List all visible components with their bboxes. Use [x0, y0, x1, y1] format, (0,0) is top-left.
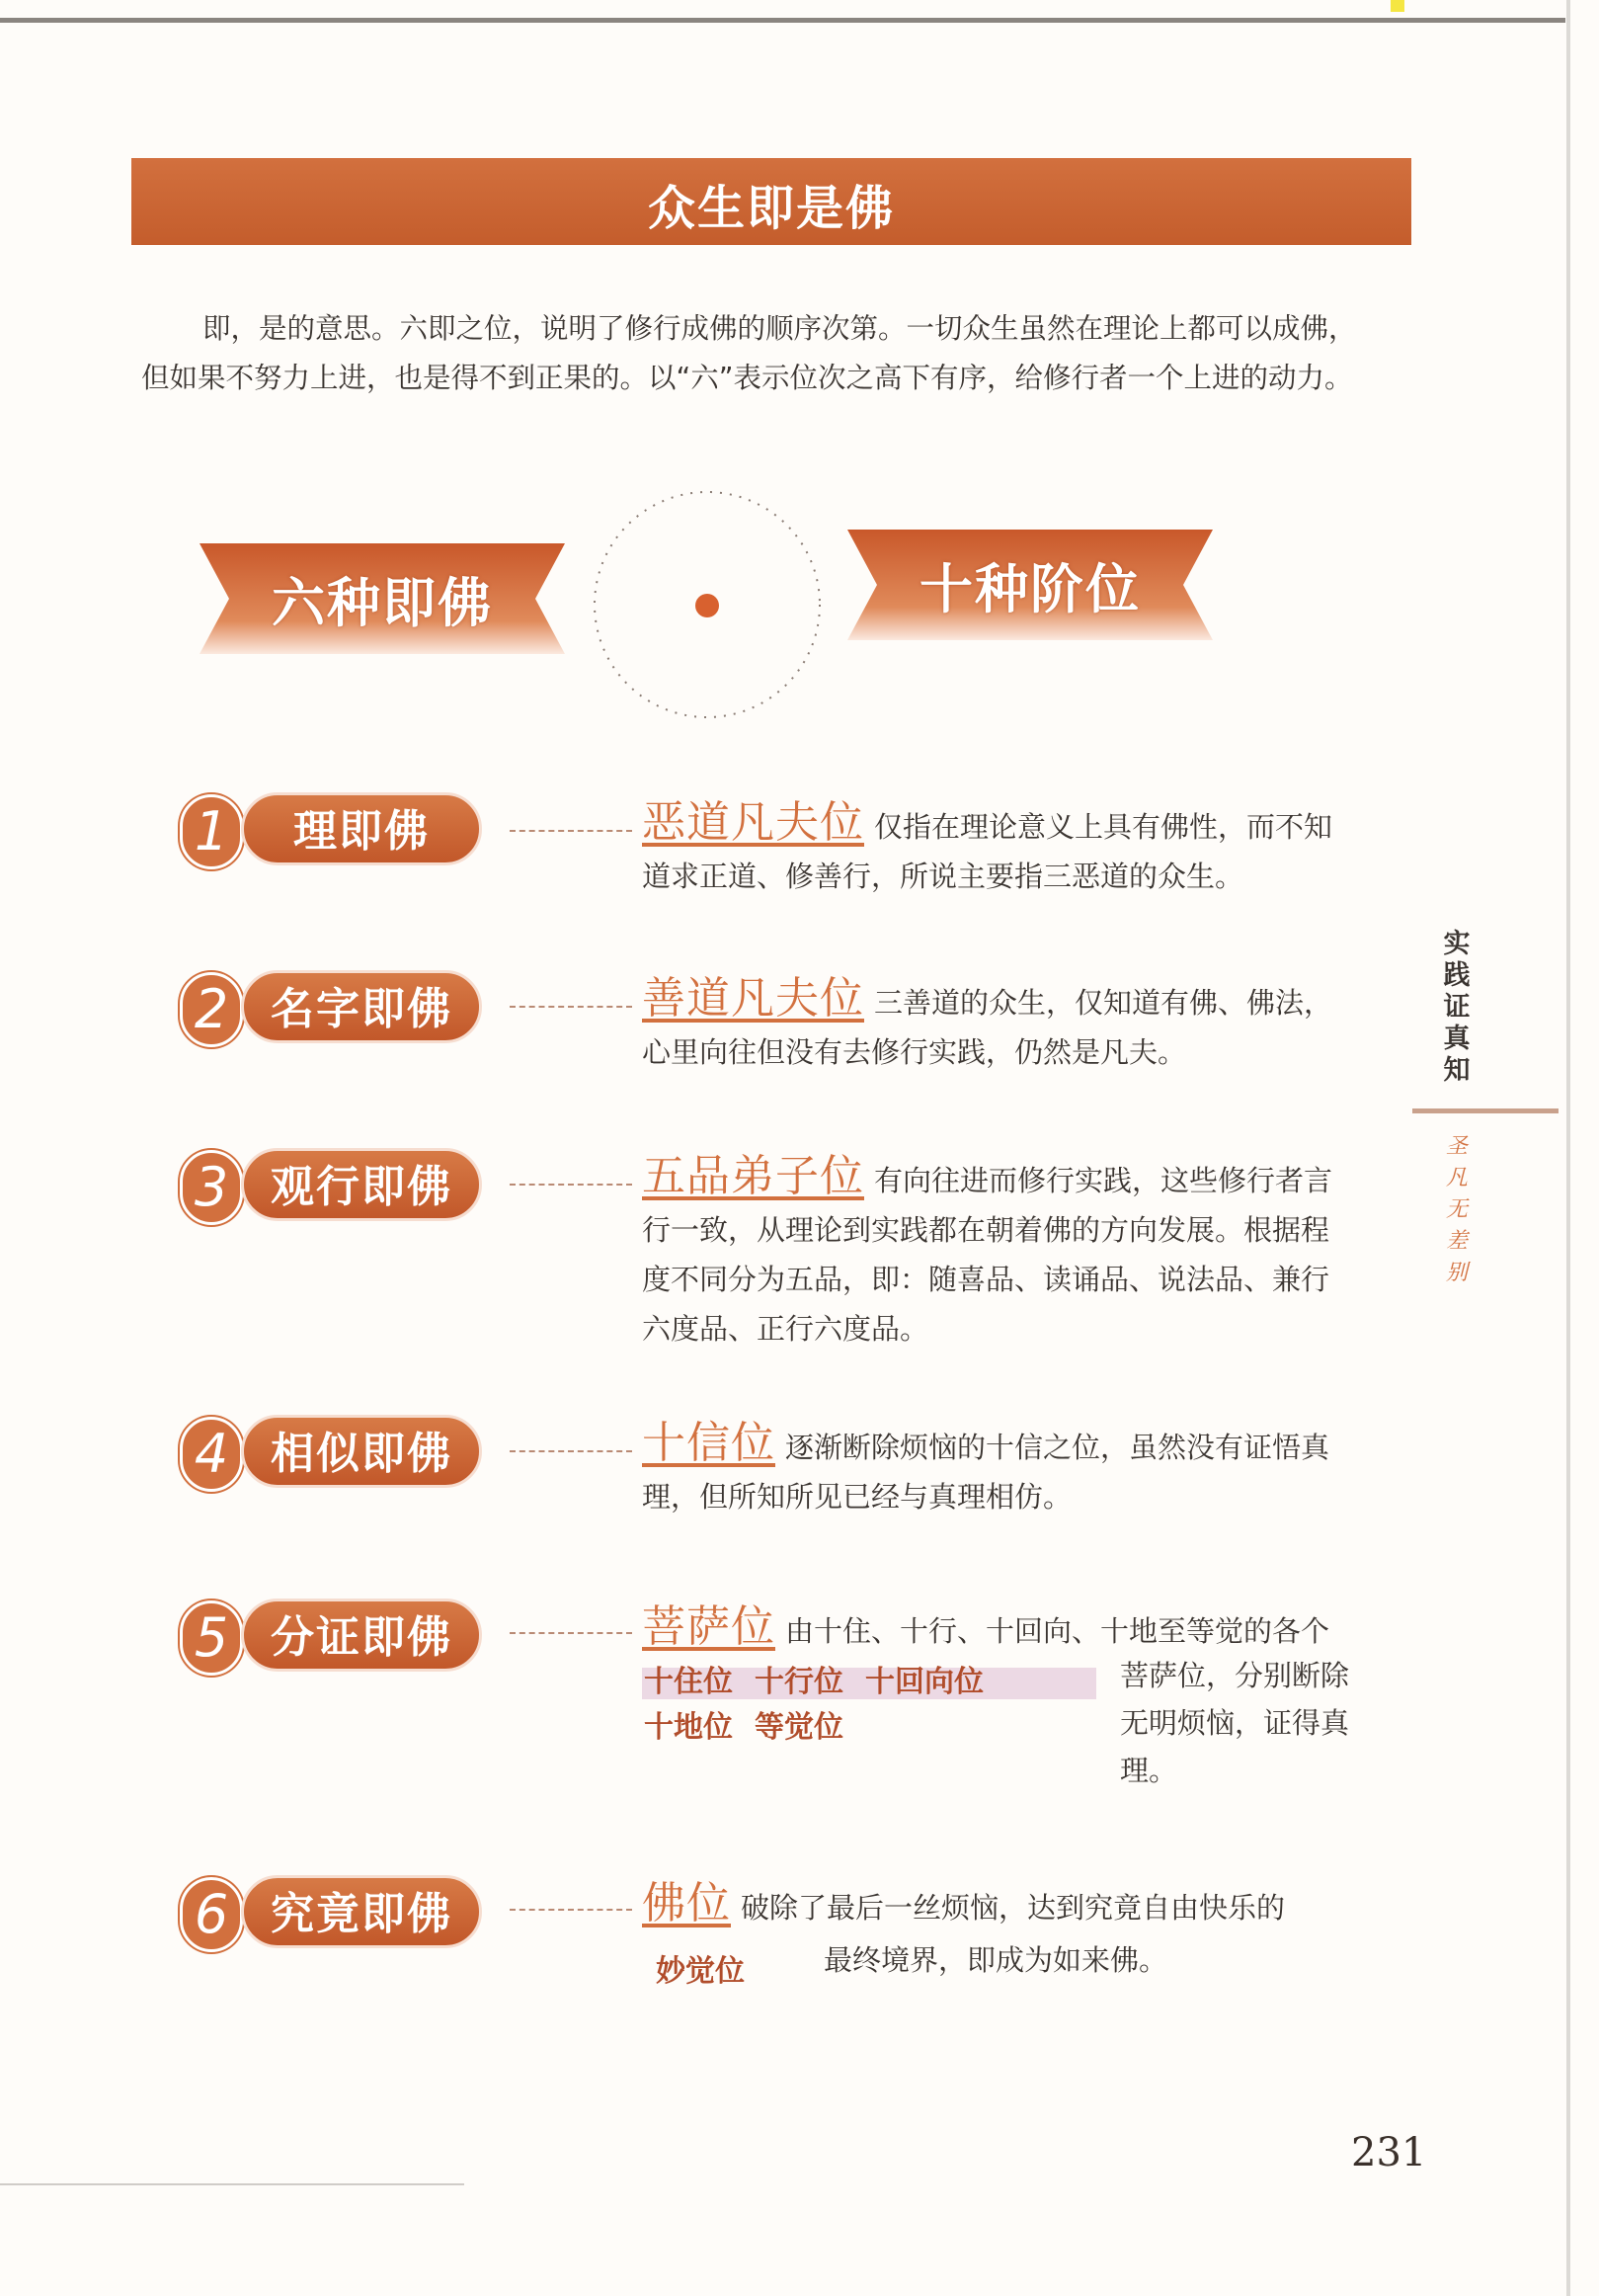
level-title: 恶道凡夫位	[642, 797, 864, 848]
tag: 十地位	[644, 1710, 733, 1745]
stage-number: 4	[180, 1417, 243, 1492]
stage-badge-1	[180, 792, 488, 865]
level-title: 善道凡夫位	[642, 973, 864, 1024]
stage-badge-3	[180, 1148, 488, 1221]
section-label: 实践证真知	[1443, 929, 1471, 1086]
page-number: 231	[1351, 2130, 1427, 2175]
title-banner	[131, 158, 1411, 245]
bodhisattva-tags	[644, 1660, 1098, 1751]
stage-number: 2	[180, 972, 243, 1047]
stage-entry-1	[642, 798, 1353, 901]
level-title: 五品弟子位	[642, 1151, 864, 1201]
connector-line	[510, 1909, 632, 1911]
tag: 等觉位	[755, 1710, 843, 1745]
level-description: 有向往进而修行实践，这些修行者言行一致，从理论到实践都在朝着佛的方向发展。根据程度不同分为五品，即：随喜品、读诵品、说法品、兼行六度品、正行六度品。	[642, 1164, 1333, 1346]
page-edge	[1566, 0, 1570, 2296]
stage-badge-2	[180, 970, 488, 1043]
stage-entry-3	[642, 1152, 1353, 1353]
stage-number: 1	[180, 794, 243, 869]
stage-name: 分证即佛	[241, 1599, 482, 1672]
top-rule	[0, 18, 1565, 23]
stage-entry-4	[642, 1419, 1353, 1521]
level-description: 逐渐断除烦恼的十信之位，虽然没有证悟真理，但所知所见已经与真理相仿。	[642, 1431, 1330, 1514]
stage-name: 观行即佛	[241, 1148, 482, 1221]
stage-badge-4	[180, 1415, 488, 1488]
stage-name: 究竟即佛	[241, 1875, 482, 1948]
center-dot	[695, 594, 719, 617]
intro-paragraph: 即，是的意思。六即之位，说明了修行成佛的顺序次第。一切众生虽然在理论上都可以成佛，但如果不努力上进，也是得不到正果的。以“六”表示位次之高下有序，给修行者一个上进的动力。	[141, 312, 1357, 394]
stage-name: 名字即佛	[241, 970, 482, 1043]
stage-number: 6	[180, 1877, 243, 1952]
connector-line	[510, 1006, 632, 1008]
section-divider	[1412, 1108, 1559, 1113]
level-description: 仅指在理论意义上具有佛性，而不知道求正道、修善行，所说主要指三恶道的众生。	[642, 810, 1333, 893]
stage-name: 理即佛	[241, 792, 482, 865]
ribbon-right-label: 十种阶位	[919, 558, 1141, 620]
ribbon-left-label: 六种即佛	[272, 572, 493, 634]
level-description: 由十住、十行、十回向、十地至等觉的各个	[785, 1614, 1330, 1648]
stage-badge-5	[180, 1599, 488, 1672]
buddha-description: 最终境界，即成为如来佛。	[824, 1943, 1168, 1977]
level-title: 十信位	[642, 1418, 775, 1468]
stage-badge-6	[180, 1875, 488, 1948]
connector-line	[510, 1632, 632, 1634]
subsection-label: 圣凡无差别	[1445, 1134, 1468, 1285]
connector-line	[510, 1184, 632, 1186]
ribbon-ten-stages	[847, 530, 1213, 640]
tag: 十回向位	[865, 1665, 984, 1699]
stage-number: 5	[180, 1600, 243, 1676]
level-title: 佛位	[642, 1878, 731, 1928]
stage-entry-2	[642, 974, 1353, 1077]
buddha-tag: 妙觉位	[656, 1954, 745, 1989]
page-marker	[1391, 0, 1404, 12]
level-title: 菩萨位	[642, 1601, 775, 1652]
page-title: 众生即是佛	[647, 181, 895, 236]
stage-entry-5	[642, 1602, 1353, 1656]
ribbon-six-buddha	[200, 543, 565, 654]
connector-line	[510, 1450, 632, 1452]
tag: 十行位	[755, 1665, 843, 1699]
stage-entry-6	[642, 1879, 1353, 1932]
connector-line	[510, 830, 632, 832]
bottom-rule	[0, 2183, 464, 2185]
stage-name: 相似即佛	[241, 1415, 482, 1488]
level-description: 三善道的众生，仅知道有佛、佛法，心里向往但没有去修行实践，仍然是凡夫。	[642, 986, 1333, 1069]
stage-number: 3	[180, 1150, 243, 1225]
bodhisattva-description: 菩萨位，分别断除无明烦恼，证得真理。	[1120, 1659, 1350, 1787]
level-description: 破除了最后一丝烦恼，达到究竟自由快乐的	[741, 1891, 1286, 1925]
tag: 十住位	[644, 1665, 733, 1699]
